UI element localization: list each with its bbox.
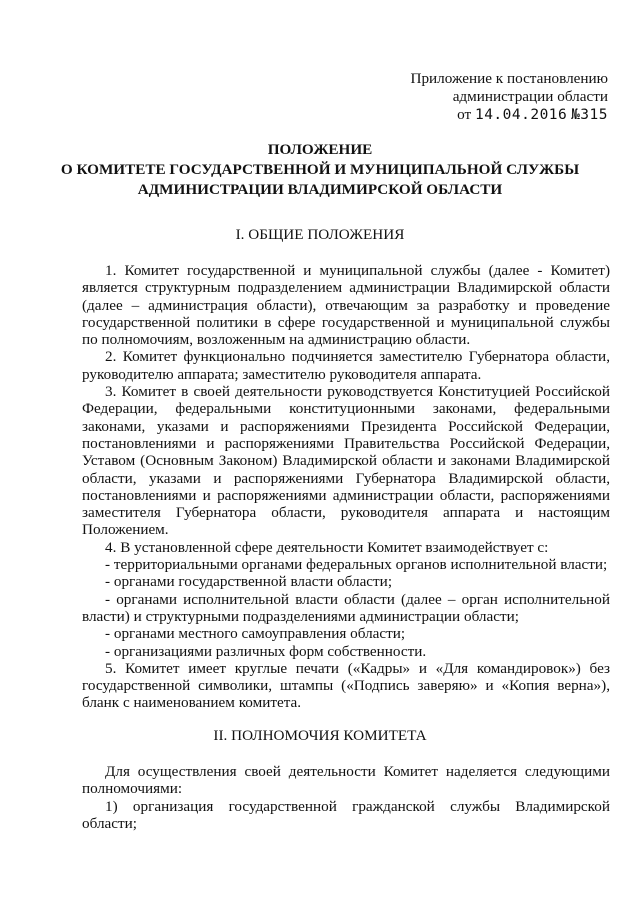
appendix-date: 14.04.2016 <box>474 107 568 123</box>
section-2-body <box>82 763 610 832</box>
list-item: - территориальными органами федеральных органов исполнительной власти; <box>105 556 608 574</box>
list-item: - организациями различных форм собственности. <box>105 642 427 660</box>
section-2-intro: Для осуществления своей деятельности Комитет наделяется следующими полномочиями: <box>82 763 610 798</box>
document-title <box>40 140 600 200</box>
title-line-2: О КОМИТЕТЕ ГОСУДАРСТВЕННОЙ И МУНИЦИПАЛЬНОЙ СЛУЖБЫ <box>60 161 580 178</box>
paragraph-3: 3. Комитет в своей деятельности руководствуется Конституцией Российской Федерации, федеральными конституционными законами, федеральными законами, указами и распоряжениями Президента Российской Федерации, постановлениями и распоряжениями Правительства Российской Федерации, Уставом (Основным Законом) Владимирской области и законами Владимирской области, указами и распоряжениями Губернатора Владимирской области, постановлениями и распоряжениями администрации области, распоряжениями заместителя Губернатора области, руководителя аппарата и настоящим Положением. <box>82 383 610 539</box>
appendix-line-1: Приложение к постановлению <box>410 70 608 87</box>
title-line-3: АДМИНИСТРАЦИИ ВЛАДИМИРСКОЙ ОБЛАСТИ <box>137 181 503 198</box>
list-item: - органами государственной власти области; <box>105 573 393 591</box>
section-1-heading: I. ОБЩИЕ ПОЛОЖЕНИЯ <box>235 226 405 243</box>
appendix-line-2: администрации области <box>452 88 608 105</box>
title-line-1: ПОЛОЖЕНИЕ <box>267 141 373 158</box>
list-item: - органами местного самоуправления области; <box>105 625 406 643</box>
section-2-item-1: 1) организация государственной гражданской службы Владимирской области; <box>82 797 610 832</box>
paragraph-2: 2. Комитет функционально подчиняется заместителю Губернатора области, руководителю аппарата; заместителю руководителя аппарата. <box>82 348 610 383</box>
appendix-line-3 <box>398 106 608 124</box>
appendix-note <box>398 70 608 124</box>
appendix-prefix: от <box>457 106 472 123</box>
section-2-heading: II. ПОЛНОМОЧИЯ КОМИТЕТА <box>213 727 427 744</box>
list-item: - органами исполнительной власти области (далее – орган исполнительной власти) и структурными подразделениями администрации области; <box>82 590 610 625</box>
appendix-number: №315 <box>571 107 608 123</box>
paragraph-5: 5. Комитет имеет круглые печати («Кадры» и «Для командировок») без государственной символики, штампы («Подпись заверяю» и «Копия верна»), бланк с наименованием комитета. <box>82 659 610 712</box>
paragraph-1: 1. Комитет государственной и муниципальной службы (далее - Комитет) является структурным подразделением администрации Владимирской области (далее – администрация области), отвечающим за разработку и проведение государственной политики в сфере государственной и муниципальной службы по полномочиям, возложенным на администрацию области. <box>82 262 610 349</box>
paragraph-4: 4. В установленной сфере деятельности Комитет взаимодействует с: <box>105 538 549 556</box>
section-1-body <box>82 262 610 712</box>
